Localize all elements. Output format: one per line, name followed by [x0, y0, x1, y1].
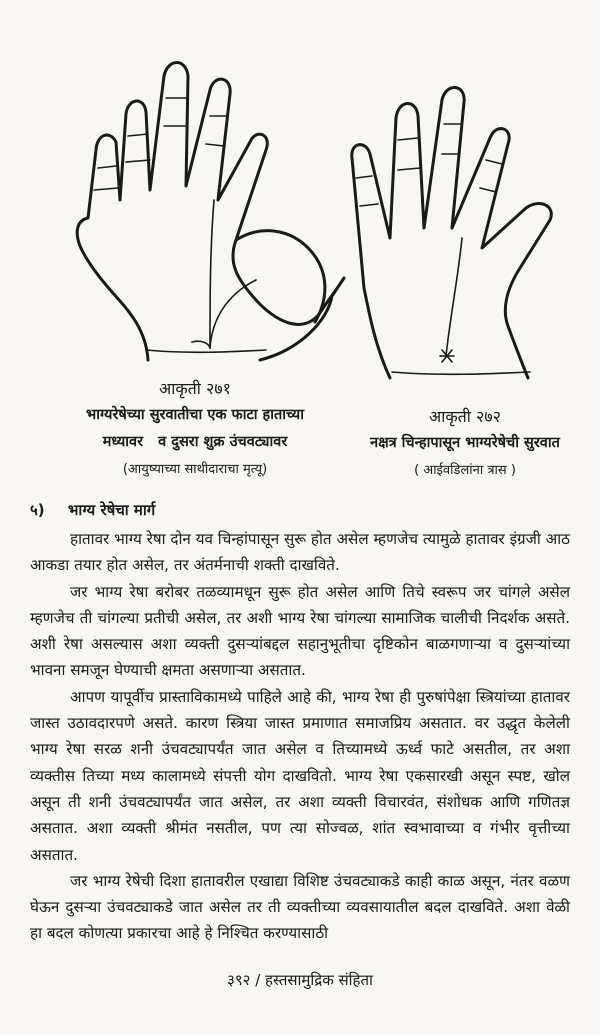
- figure-271-title: आकृती २७१: [159, 379, 231, 398]
- hand-figure-271: [60, 50, 350, 380]
- paragraph: जर भाग्य रेषेची दिशा हातावरील एखाद्या विशिष्ट उंचवट्याकडे काही काळ असून, नंतर वळण घेऊन दुसऱ्या उंचवट्याकडे जात असेल तर ती व्यक्तीच्या व्यवसायातील बदल दाखविते. अशा वेळी हा बदल कोणत्या प्रकारचा आहे हे निश्चित करण्यासाठी: [30, 871, 570, 943]
- page-footer: ३९२ / हस्तसामुद्रिक संहिता: [227, 971, 373, 989]
- figure-272-desc-line1: नक्षत्र चिन्हापासून भाग्यरेषेची सुरवात: [370, 435, 560, 451]
- paragraph: जर भाग्य रेषा बरोबर तळव्यामधून सुरू होत असेल आणि तिचे स्वरूप जर चांगले असेल म्हणजेच ती चांगल्या प्रतीची असेल, तर अशी भाग्य रेषा चांगल्या सामाजिक चालीची निदर्शक असते. अशी रेषा असल्यास अशा व्यक्ती दुसऱ्यांबद्दल सहानुभूतीचा दृष्टिकोन बाळगणाऱ्या व दुसऱ्यांच्या भावना समजून घेण्याची क्षमता असणाऱ्या असतात.: [30, 582, 570, 680]
- hand-illustration-271: [60, 50, 350, 380]
- body-text: [30, 526, 570, 947]
- figure-272-note: ( आईवडिलांना त्रास ): [414, 463, 516, 478]
- hand-illustration-272: [330, 78, 600, 398]
- figure-272-caption: [345, 403, 585, 484]
- figure-271-caption: [40, 375, 350, 483]
- section-number: ५): [30, 501, 45, 519]
- hand-figure-272: [330, 78, 600, 398]
- figures-area: [0, 0, 600, 480]
- figure-272-title: आकृती २७२: [429, 407, 501, 426]
- section-title: भाग्य रेषेचा मार्ग: [67, 501, 156, 519]
- paragraph: आपण यापूर्वीच प्रास्ताविकामध्ये पाहिले आहे की, भाग्य रेषा ही पुरुषांपेक्षा स्त्रियांच्या हातावर जास्त उठावदारपणे असते. कारण स्त्रिया जास्त प्रमाणात समाजप्रिय असतात. वर उद्धृत केलेली भाग्य रेषा सरळ शनी उंचवट्यापर्यंत जात असेल व तिच्यामध्ये ऊर्ध्व फाटे असतील, तर अशा व्यक्तीस तिच्या मध्य कालामध्ये संपत्ती योग दाखवितो. भाग्य रेषा एकसारखी असून स्पष्ट, खोल असून ती शनी उंचवट्यापर्यंत जात असेल, तर अशा व्यक्ती विचारवंत, संशोधक आणि गणितज्ञ असतात. अशा व्यक्ती श्रीमंत नसतील, पण त्या सोज्वळ, शांत स्वभावाच्या व गंभीर वृत्तीच्या असतात.: [30, 687, 570, 864]
- paragraph: हातावर भाग्य रेषा दोन यव चिन्हांपासून सुरू होत असेल म्हणजेच त्यामुळे हातावर इंग्रजी आठ आकडा तयार होत असेल, तर अंतर्मनाची शक्ती दाखविते.: [30, 530, 570, 575]
- figure-271-note: (आयुष्याच्या साथीदाराचा मृत्यू): [122, 462, 268, 477]
- figure-271-desc-line2: मध्यावर व दुसरा शुक्र उंचवट्यावर: [102, 434, 288, 450]
- section-heading: [30, 500, 155, 520]
- figure-271-desc-line1: भाग्यरेषेच्या सुरवातीचा एक फाटा हाताच्या: [86, 407, 304, 423]
